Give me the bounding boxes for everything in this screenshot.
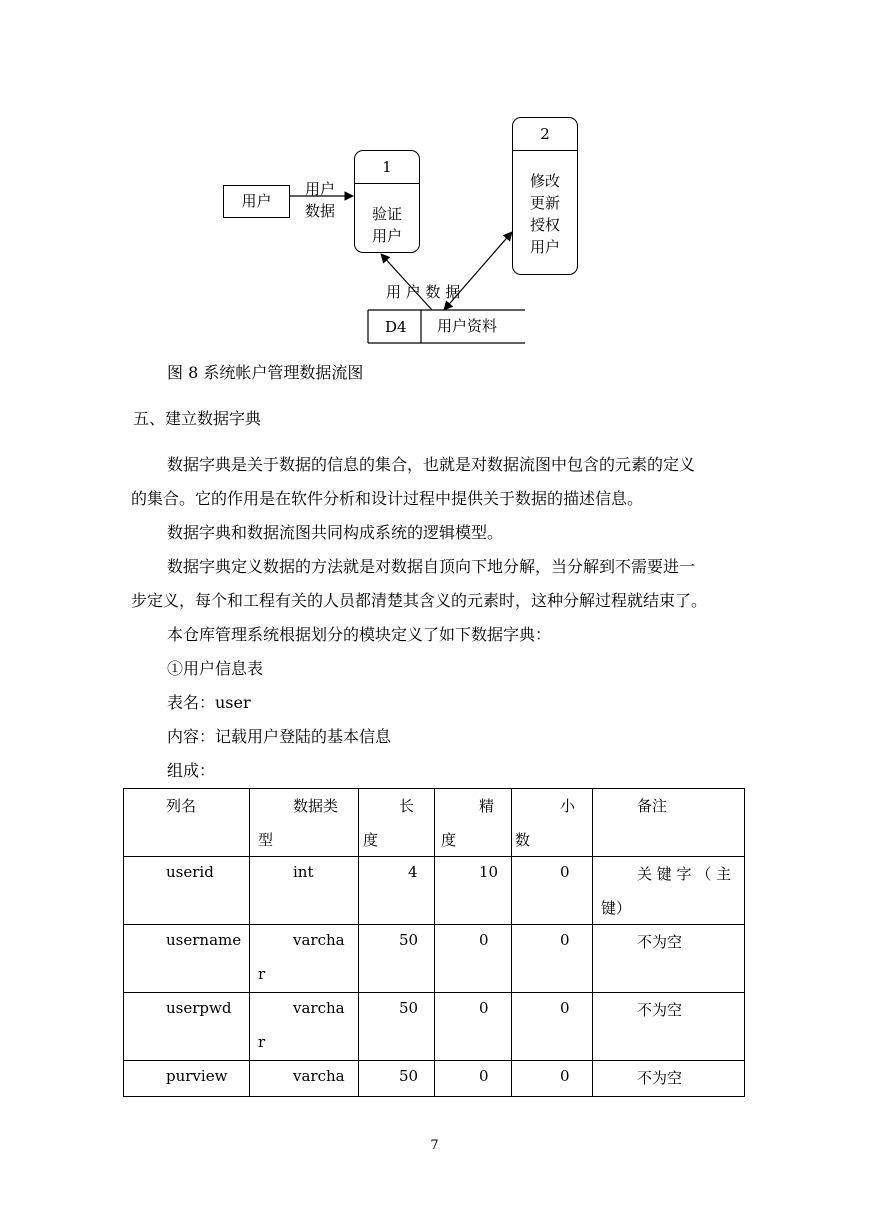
- header-cell: 长: [399, 797, 415, 815]
- page-number: 7: [430, 1138, 439, 1153]
- data-store-id: D4: [385, 318, 407, 336]
- figure-caption: 图 8 系统帐户管理数据流图: [167, 363, 364, 382]
- table-row: userpwd varcha r 50 0 0 不为空: [124, 993, 745, 1061]
- paragraph-line: ①用户信息表: [167, 659, 264, 678]
- table-row: username varcha r 50 0 0 不为空: [124, 925, 745, 993]
- external-entity-label: 用户: [241, 192, 272, 210]
- header-cell: 数据类: [293, 797, 339, 815]
- paragraph-line: 的集合。它的作用是在软件分析和设计过程中提供关于数据的描述信息。: [131, 489, 644, 508]
- paragraph-line: 数据字典是关于数据的信息的集合，也就是对数据流图中包含的元素的定义: [167, 455, 696, 474]
- paragraph-line: 数据字典定义数据的方法就是对数据自顶向下地分解，当分解到不需要进一: [167, 557, 696, 576]
- paragraph-line: 本仓库管理系统根据划分的模块定义了如下数据字典：: [167, 625, 552, 644]
- data-store-name: 用户资料: [437, 317, 498, 335]
- table-header-row: [124, 789, 745, 857]
- header-cell: 度: [441, 831, 457, 849]
- header-cell: 数: [515, 831, 531, 849]
- header-cell: 精: [479, 797, 495, 815]
- flow-label-user-data: 用户 数据: [305, 180, 336, 220]
- table-row: userid int 4 10 0 关 键 字 （ 主 键）: [124, 857, 745, 925]
- header-cell: 型: [258, 831, 274, 849]
- process-number: 2: [513, 118, 577, 151]
- data-dictionary-table: [123, 788, 745, 1097]
- section-heading: 五、建立数据字典: [133, 409, 262, 428]
- paragraph-line: 步定义，每个和工程有关的人员都清楚其含义的元素时，这种分解过程就结束了。: [131, 591, 708, 610]
- header-cell: 备注: [637, 797, 668, 815]
- paragraph-line: 表名：user: [167, 693, 251, 712]
- paragraph-line: 内容：记载用户登陆的基本信息: [167, 727, 392, 746]
- process-number: 1: [355, 151, 419, 184]
- flow-arrows: [0, 0, 869, 360]
- process-modify-user: 2 修改 更新 授权 用户: [512, 117, 578, 275]
- header-cell: 小: [560, 797, 576, 815]
- header-cell: 度: [363, 831, 379, 849]
- table-row: purview varcha 50 0 0 不为空: [124, 1061, 745, 1097]
- paragraph-line: 数据字典和数据流图共同构成系统的逻辑模型。: [167, 523, 504, 542]
- header-cell: 列名: [166, 797, 197, 815]
- paragraph-line: 组成：: [167, 761, 216, 780]
- store-flow-label: 用 户 数 据: [386, 283, 461, 301]
- process-verify-user: 1 验证 用户: [354, 150, 420, 253]
